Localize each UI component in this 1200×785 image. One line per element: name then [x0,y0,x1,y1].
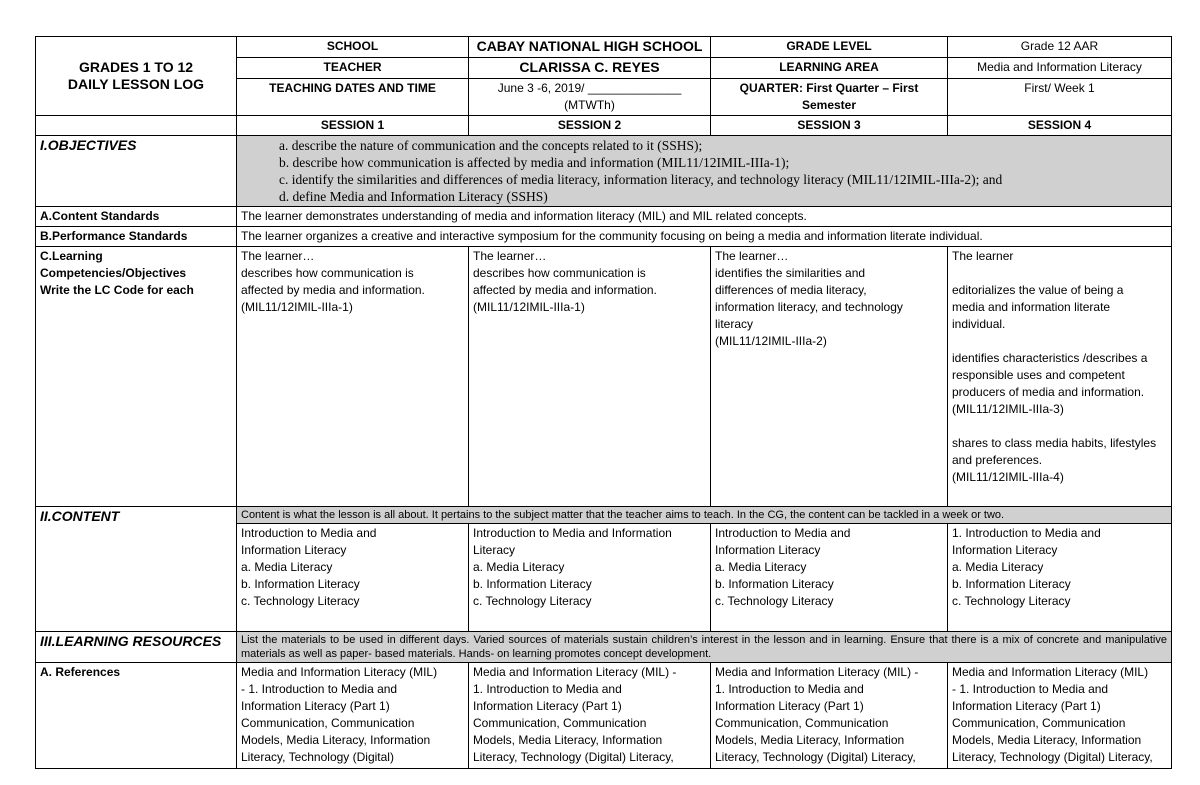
quarter-label: QUARTER: First Quarter – First Semester [711,79,948,116]
performance-standards-text: The learner organizes a creative and interactive symposium for the community focusing on being a media and information literate individual. [237,227,1172,247]
references-session-2: Media and Information Literacy (MIL) - 1. Introduction to Media and Information Literacy (Part 1) Communication, Communication Models, Media Literacy, Information Literacy, Technology (Digital) Literacy, [469,663,711,769]
content-session-2: Introduction to Media and Information Literacy a. Media Literacy b. Information Literacy c. Technology Literacy [469,524,711,632]
daily-lesson-log-table [35,36,1172,769]
learning-resources-label: III.LEARNING RESOURCES [36,632,237,663]
content-session-4: 1. Introduction to Media and Information Literacy a. Media Literacy b. Information Literacy c. Technology Literacy [948,524,1172,632]
session-header-blank [36,116,237,136]
session-4-header: SESSION 4 [948,116,1172,136]
competencies-session-3: The learner… identifies the similarities and differences of media literacy, information literacy, and technology literacy (MIL11/12IMIL-IIIa-2) [711,247,948,507]
log-title: GRADES 1 TO 12 DAILY LESSON LOG [36,37,237,116]
references-session-4: Media and Information Literacy (MIL) - 1. Introduction to Media and Information Literacy (Part 1) Communication, Communication Models, Media Literacy, Information Literacy, Technology (Digital) Literacy, [948,663,1172,769]
learning-area-label: LEARNING AREA [711,58,948,79]
objectives-label: I.OBJECTIVES [36,136,237,207]
grade-level-label: GRADE LEVEL [711,37,948,58]
objective-item: a. describe the nature of communication and the concepts related to it (SSHS); [279,138,703,153]
competencies-session-4: The learner editorializes the value of being a media and information literate individual. identifies characteristics /describes a responsible uses and competent producers of media and information. (MIL11/12IMIL-IIIa-3) shares to class media habits, lifestyles and preferences. (MIL11/12IMIL-IIIa-4) [948,247,1172,507]
learning-area-value: Media and Information Literacy [948,58,1172,79]
content-note: Content is what the lesson is all about. It pertains to the subject matter that the teacher aims to teach. In the CG, the content can be tackled in a week or two. [237,507,1172,524]
competencies-session-1: The learner… describes how communication is affected by media and information. (MIL11/12IMIL-IIIa-1) [237,247,469,507]
content-session-1: Introduction to Media and Information Literacy a. Media Literacy b. Information Literacy c. Technology Literacy [237,524,469,632]
quarter-value: First/ Week 1 [948,79,1172,116]
school-label: SCHOOL [237,37,469,58]
objective-item: b. describe how communication is affected by media and information (MIL11/12IMIL-IIIa-1); [279,155,790,170]
content-label: II.CONTENT [36,507,237,632]
teacher-label: TEACHER [237,58,469,79]
teaching-dates-value: June 3 -6, 2019/ ______________ (MTWTh) [469,79,711,116]
grade-level-value: Grade 12 AAR [948,37,1172,58]
references-session-1: Media and Information Literacy (MIL) - 1. Introduction to Media and Information Literacy (Part 1) Communication, Communication Models, Media Literacy, Information Literacy, Technology (Digital) [237,663,469,769]
performance-standards-label: B.Performance Standards [36,227,237,247]
teaching-dates-label: TEACHING DATES AND TIME [237,79,469,116]
references-session-3: Media and Information Literacy (MIL) - 1. Introduction to Media and Information Literacy (Part 1) Communication, Communication Models, Media Literacy, Information Literacy, Technology (Digital) Literacy, [711,663,948,769]
competencies-session-2: The learner… describes how communication is affected by media and information. (MIL11/12IMIL-IIIa-1) [469,247,711,507]
objectives-list [237,136,1172,207]
references-label: A. References [36,663,237,769]
session-2-header: SESSION 2 [469,116,711,136]
teacher-value: CLARISSA C. REYES [469,58,711,79]
objective-item: c. identify the similarities and differences of media literacy, information literacy, and technology literacy (MIL11/12IMIL-IIIa-2); and [279,172,1003,187]
learning-resources-note: List the materials to be used in different days. Varied sources of materials sustain children’s interest in the lesson and in learning. Ensure that there is a mix of concrete and manipulative materials as well as paper- based materials. Hands- on learning promotes concept development. [237,632,1172,663]
content-standards-label: A.Content Standards [36,207,237,227]
objective-item: d. define Media and Information Literacy (SSHS) [279,189,548,204]
content-standards-text: The learner demonstrates understanding of media and information literacy (MIL) and MIL related concepts. [237,207,1172,227]
content-session-3: Introduction to Media and Information Literacy a. Media Literacy b. Information Literacy c. Technology Literacy [711,524,948,632]
school-value: CABAY NATIONAL HIGH SCHOOL [469,37,711,58]
session-3-header: SESSION 3 [711,116,948,136]
competencies-label: C.Learning Competencies/Objectives Write the LC Code for each [36,247,237,507]
session-1-header: SESSION 1 [237,116,469,136]
